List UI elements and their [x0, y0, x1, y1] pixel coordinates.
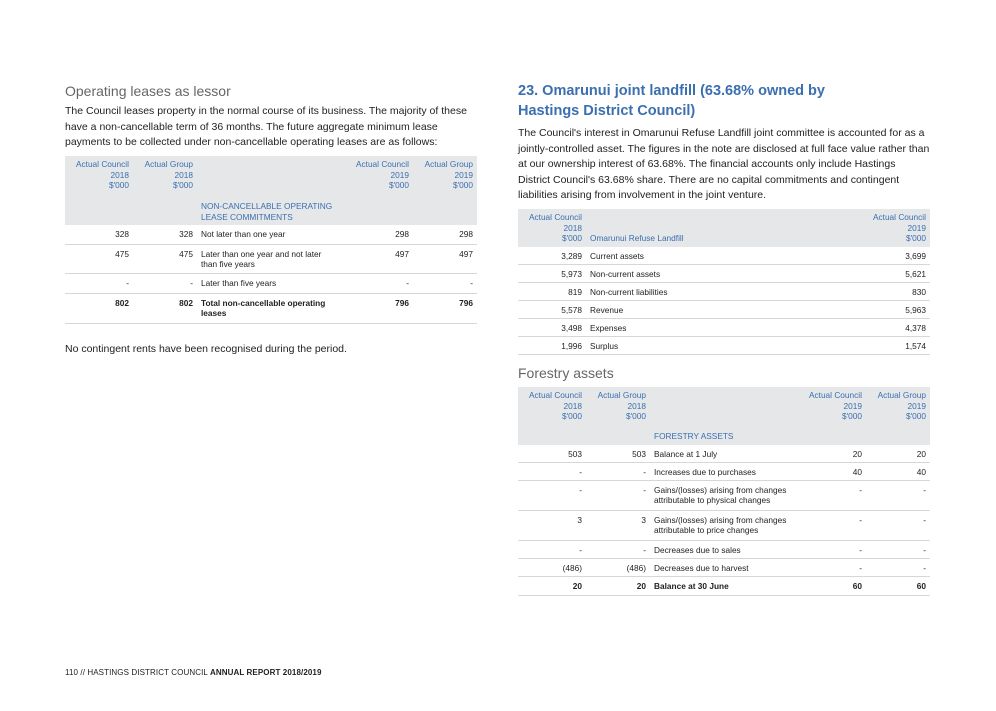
- table-row-total: 802 802 Total non-cancellable operating leases 796 796: [65, 294, 477, 324]
- table-row: - - Gains/(losses) arising from changes attributable to physical changes - -: [518, 481, 930, 511]
- section-title: FORESTRY ASSETS: [650, 426, 798, 445]
- col-header-line: 2018: [627, 400, 646, 411]
- col-header-line: 2019: [454, 169, 473, 180]
- table-row: - - Increases due to purchases 40 40: [518, 463, 930, 481]
- section-title: NON-CANCELLABLE OPERATING: [201, 200, 333, 211]
- table-row: 328 328 Not later than one year 298 298: [65, 225, 477, 245]
- col-header-line: Actual Group: [424, 159, 473, 169]
- forestry-table: [518, 387, 930, 596]
- table-row: 5,973 Non-current assets 5,621: [518, 265, 930, 283]
- section-header-row: [518, 426, 930, 445]
- col-header-line: 2019: [907, 400, 926, 411]
- col-header-line: Actual Council: [528, 390, 582, 400]
- page-number: 110 //: [65, 668, 86, 677]
- col-header-line: $'000: [108, 180, 129, 190]
- landfill-heading-line: 23. Omarunui joint landfill (63.68% owned by: [518, 83, 825, 99]
- operating-leases-intro: The Council leases property in the normal course of its business. The majority of these have a non-cancellable term of 36 months. The future aggregate minimum lease payments to be collected under non-cancellable operating leases are as follows:: [65, 105, 467, 148]
- landfill-heading-line: Hastings District Council): [518, 103, 696, 119]
- col-header-line: Actual Group: [877, 390, 926, 400]
- col-header-line: $'000: [561, 411, 582, 421]
- col-header-line: 2018: [563, 222, 582, 233]
- landfill-table: [518, 209, 930, 355]
- col-header-line: 2019: [907, 222, 926, 233]
- table-row: 819 Non-current liabilities 830: [518, 283, 930, 301]
- table-header-row: [65, 156, 477, 195]
- col-header-line: $'000: [905, 233, 926, 243]
- contingent-rents-note: No contingent rents have been recognised during the period.: [65, 343, 347, 355]
- col-header-line: Actual Council: [872, 212, 926, 222]
- table-row: 3,498 Expenses 4,378: [518, 319, 930, 337]
- table-row: - - Later than five years - -: [65, 274, 477, 294]
- col-header-line: $'000: [561, 233, 582, 243]
- col-header-line: Actual Group: [144, 159, 193, 169]
- col-header-line: $'000: [172, 180, 193, 190]
- col-header-line: 2019: [390, 169, 409, 180]
- col-header-line: 2018: [110, 169, 129, 180]
- forestry-heading: Forestry assets: [518, 365, 614, 381]
- table-row: - - Decreases due to sales - -: [518, 541, 930, 559]
- landfill-label-header: Omarunui Refuse Landfill: [590, 233, 684, 243]
- table-header-row: [518, 387, 930, 426]
- col-header-line: $'000: [452, 180, 473, 190]
- footer-report: ANNUAL REPORT 2018/2019: [209, 668, 322, 677]
- operating-leases-table: [65, 156, 477, 324]
- col-header-line: 2019: [843, 400, 862, 411]
- table-header-row: [518, 209, 930, 247]
- section-header-row: [65, 195, 477, 225]
- section-title: LEASE COMMITMENTS: [201, 211, 293, 222]
- col-header-line: $'000: [625, 411, 646, 421]
- page-footer: [65, 668, 322, 677]
- table-row-total: 20 20 Balance at 30 June 60 60: [518, 577, 930, 596]
- col-header-line: $'000: [388, 180, 409, 190]
- table-row: 1,996 Surplus 1,574: [518, 337, 930, 355]
- col-header-line: Actual Council: [355, 159, 409, 169]
- col-header-line: Actual Council: [528, 212, 582, 222]
- col-header-line: $'000: [905, 411, 926, 421]
- table-row: 503 503 Balance at 1 July 20 20: [518, 445, 930, 463]
- col-header-line: Actual Council: [808, 390, 862, 400]
- footer-org: HASTINGS DISTRICT COUNCIL: [87, 668, 208, 677]
- table-row: 3 3 Gains/(losses) arising from changes attributable to price changes - -: [518, 511, 930, 541]
- landfill-intro: The Council's interest in Omarunui Refuse Landfill joint committee is accounted for as a jointly-controlled asset. The figures in the note are disclosed at full face value rather than at our ownership interest of 63.68%. The financial accounts only include Hastings District Council's 63.68% share. There are no capital commitments and contingent liabilities arising from involvement in the joint venture.: [518, 127, 930, 201]
- col-header-line: Actual Group: [597, 390, 646, 400]
- col-header-line: 2018: [563, 400, 582, 411]
- landfill-heading: [518, 81, 825, 121]
- col-header-line: $'000: [841, 411, 862, 421]
- table-row: 5,578 Revenue 5,963: [518, 301, 930, 319]
- col-header-line: 2018: [174, 169, 193, 180]
- table-row: 475 475 Later than one year and not later than five years 497 497: [65, 245, 477, 274]
- table-row: (486) (486) Decreases due to harvest - -: [518, 559, 930, 577]
- operating-leases-heading: Operating leases as lessor: [65, 83, 231, 99]
- table-row: 3,289 Current assets 3,699: [518, 247, 930, 265]
- col-header-line: Actual Council: [75, 159, 129, 169]
